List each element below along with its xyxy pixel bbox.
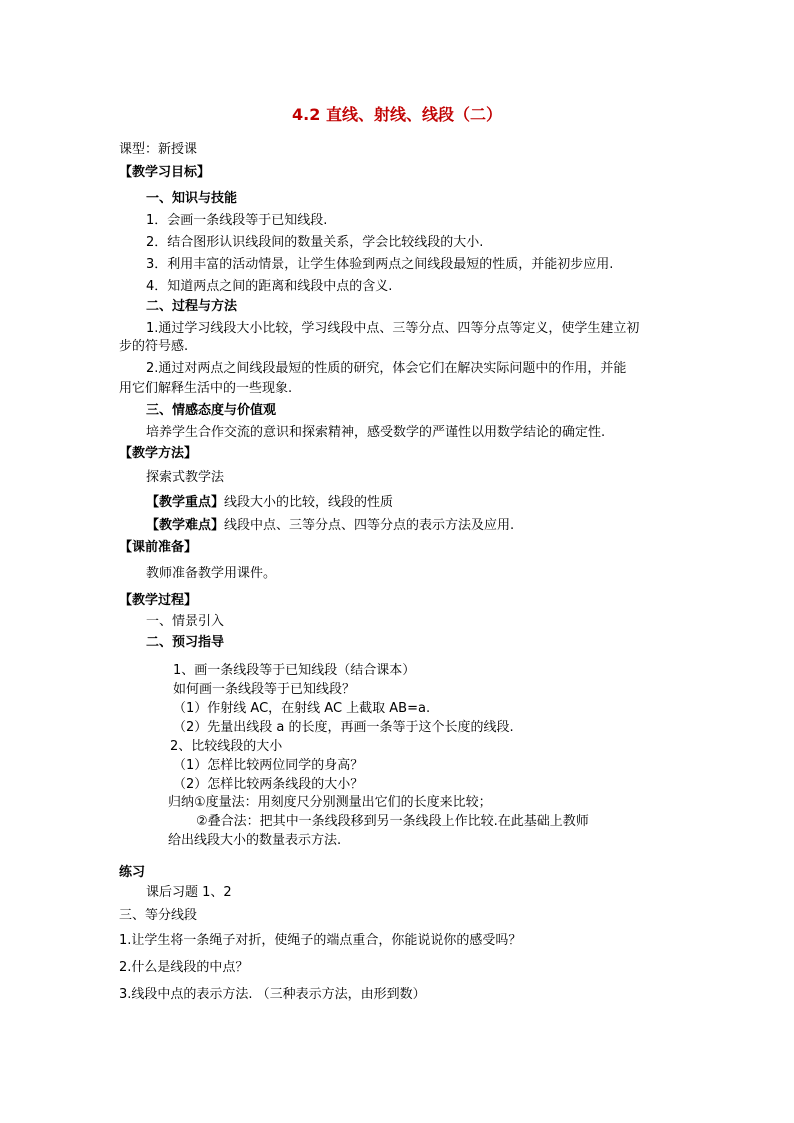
page-title: 4.2 直线、射线、线段（二）: [292, 105, 502, 124]
key-point-text: 线段大小的比较，线段的性质: [224, 495, 394, 510]
question-3: 3.线段中点的表示方法. （三种表示方法，由形到数）: [119, 987, 426, 1002]
preview-line: 2、比较线段的大小: [170, 739, 283, 754]
preview-line: （2）怎样比较两条线段的大小？: [173, 777, 364, 792]
method-heading: 【教学方法】: [119, 446, 198, 461]
teaching-process-heading: 【教学过程】: [119, 593, 198, 608]
difficulty-label: 【教学难点】: [146, 518, 225, 533]
knowledge-item: 2．结合图形认识线段间的数量关系，学会比较线段的大小.: [146, 235, 484, 250]
preview-line: （1）怎样比较两位同学的身高？: [173, 758, 364, 773]
difficulty-point: [146, 517, 514, 535]
practice-text: 课后习题 1、2: [146, 885, 232, 900]
objectives-heading: 【教学习目标】: [119, 165, 211, 180]
intro-item: 一、情景引入: [146, 614, 225, 629]
course-type: 课型：新授课: [119, 142, 198, 157]
preview-line: 1、画一条线段等于已知线段（结合课本）: [173, 663, 416, 678]
knowledge-item: 3．利用丰富的活动情景，让学生体验到两点之间线段最短的性质，并能初步应用.: [146, 257, 614, 272]
knowledge-heading: 一、知识与技能: [146, 191, 238, 206]
process-item-2-line-2: 用它们解释生活中的一些现象.: [119, 381, 293, 396]
question-2: 2.什么是线段的中点？: [119, 960, 249, 975]
method-text: 探索式教学法: [146, 470, 225, 485]
key-point-label: 【教学重点】: [146, 495, 225, 510]
preview-heading: 二、预习指导: [146, 635, 225, 650]
process-item-2-line-1: 2.通过对两点之间线段最短的性质的研究，体会它们在解决实际问题中的作用，并能: [146, 361, 627, 376]
process-item-1-line-2: 步的符号感.: [119, 339, 189, 354]
knowledge-item: 4．知道两点之间的距离和线段中点的含义.: [146, 279, 393, 294]
preview-line: （2）先量出线段 a 的长度，再画一条等于这个长度的线段.: [173, 720, 514, 735]
attitude-heading: 三、情感态度与价值观: [146, 403, 277, 418]
preview-line: （1）作射线 AC，在射线 AC 上截取 AB=a.: [173, 701, 431, 716]
preview-line: 如何画一条线段等于已知线段？: [173, 682, 356, 697]
preview-line: 给出线段大小的数量表示方法.: [168, 833, 342, 848]
section-three-heading: 三、等分线段: [119, 908, 198, 923]
process-item-1-line-1: 1.通过学习线段大小比较，学习线段中点、三等分点、四等分点等定义，使学生建立初: [146, 321, 640, 336]
process-method-heading: 二、过程与方法: [146, 299, 238, 314]
prep-text: 教师准备教学用课件。: [146, 566, 277, 581]
question-1: 1.让学生将一条绳子对折，使绳子的端点重合，你能说说你的感受吗？: [119, 933, 522, 948]
difficulty-text: 线段中点、三等分点、四等分点的表示方法及应用.: [224, 518, 515, 533]
knowledge-item: 1．会画一条线段等于已知线段.: [146, 213, 328, 228]
practice-heading: 练习: [119, 865, 146, 880]
attitude-text: 培养学生合作交流的意识和探索精神，感受数学的严谨性以用数学结论的确定性.: [146, 425, 606, 440]
key-point: [146, 494, 393, 512]
preview-line: 归纳①度量法：用刻度尺分别测量出它们的长度来比较；: [168, 795, 492, 810]
preview-line: ②叠合法：把其中一条线段移到另一条线段上作比较.在此基础上教师: [196, 814, 589, 829]
prep-heading: 【课前准备】: [119, 540, 198, 555]
